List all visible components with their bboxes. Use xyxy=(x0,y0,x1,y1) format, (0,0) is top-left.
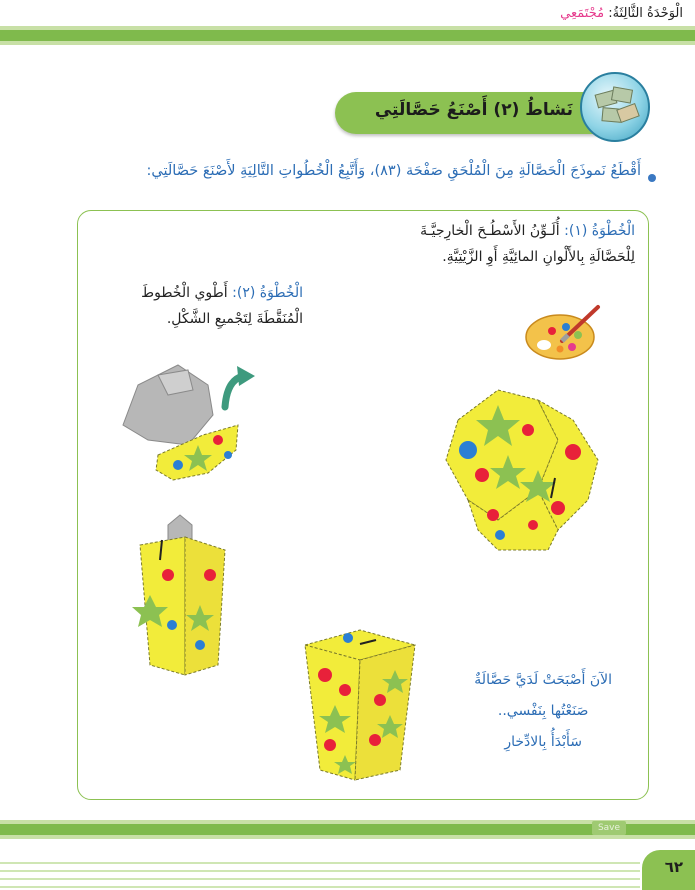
instruction-text: أَقْطَعُ نَموذَجَ الْحَصَّالَةِ مِنَ الْمُلْحَقِ صَفْحَة (٨٣)، وَأَتَّبِعُ الْخُطُواتِ التَّالِيَةِ لأَصْنَعَ حَصَّالَتِي: xyxy=(146,163,641,179)
assembled-box-illustration xyxy=(130,515,240,685)
activity-title-bar xyxy=(335,92,605,134)
unit-name: مُجْتَمَعِي xyxy=(560,6,605,21)
colored-box-net xyxy=(438,380,618,560)
step-2-line-2: الْمُنَقَّطَةَ لِتَجْميعِ الشَّكْلِ. xyxy=(166,311,303,327)
unit-prefix: الْوَحْدَةُ الثَّالِثَةُ: xyxy=(604,6,683,21)
step-2-line-1: أَطْوي الْخُطوطَ xyxy=(141,285,233,301)
final-message xyxy=(474,665,612,758)
step-1-heading: الْخُطْوَةُ (١): xyxy=(564,223,635,239)
step-1-line-1: أُلَـوِّنُ الأَسْطُـحَ الْخارِجيَّـةَ xyxy=(420,223,565,239)
unit-header xyxy=(560,6,683,21)
coins-globe-icon xyxy=(580,72,650,142)
footer-band xyxy=(0,820,695,840)
footer-lines xyxy=(0,856,640,890)
header-band xyxy=(0,26,695,46)
step-2-heading: الْخُطْوَةُ (٢): xyxy=(232,285,303,301)
final-line-2: صَنَعْتُها بِنَفْسي.. xyxy=(497,703,589,719)
page-number: ٦٢ xyxy=(664,858,683,876)
save-button[interactable]: Save xyxy=(592,821,626,835)
final-line-3: سَأَبْدَأُ بِالادِّخارِ xyxy=(504,734,582,750)
activity-title: نَشاطُ (٢) أَصْنَعُ حَصَّالَتِي xyxy=(374,100,573,120)
step-1-text xyxy=(420,218,635,270)
step-2-text xyxy=(141,280,303,332)
paint-palette-icon xyxy=(522,305,602,365)
bullet-point xyxy=(648,174,656,182)
page-number-tab xyxy=(642,850,695,890)
step-1-line-2: لِلْحَصَّالَةِ بِالأَلْوانِ المائِيَّةِ أَوِ الزَّيْتِيَّةِ. xyxy=(442,249,635,265)
curved-arrow-icon xyxy=(215,362,260,412)
final-line-1: الآنَ أَصْبَحَتْ لَدَيَّ حَصَّالَةٌ xyxy=(474,672,612,688)
finished-money-box-illustration xyxy=(300,620,420,785)
